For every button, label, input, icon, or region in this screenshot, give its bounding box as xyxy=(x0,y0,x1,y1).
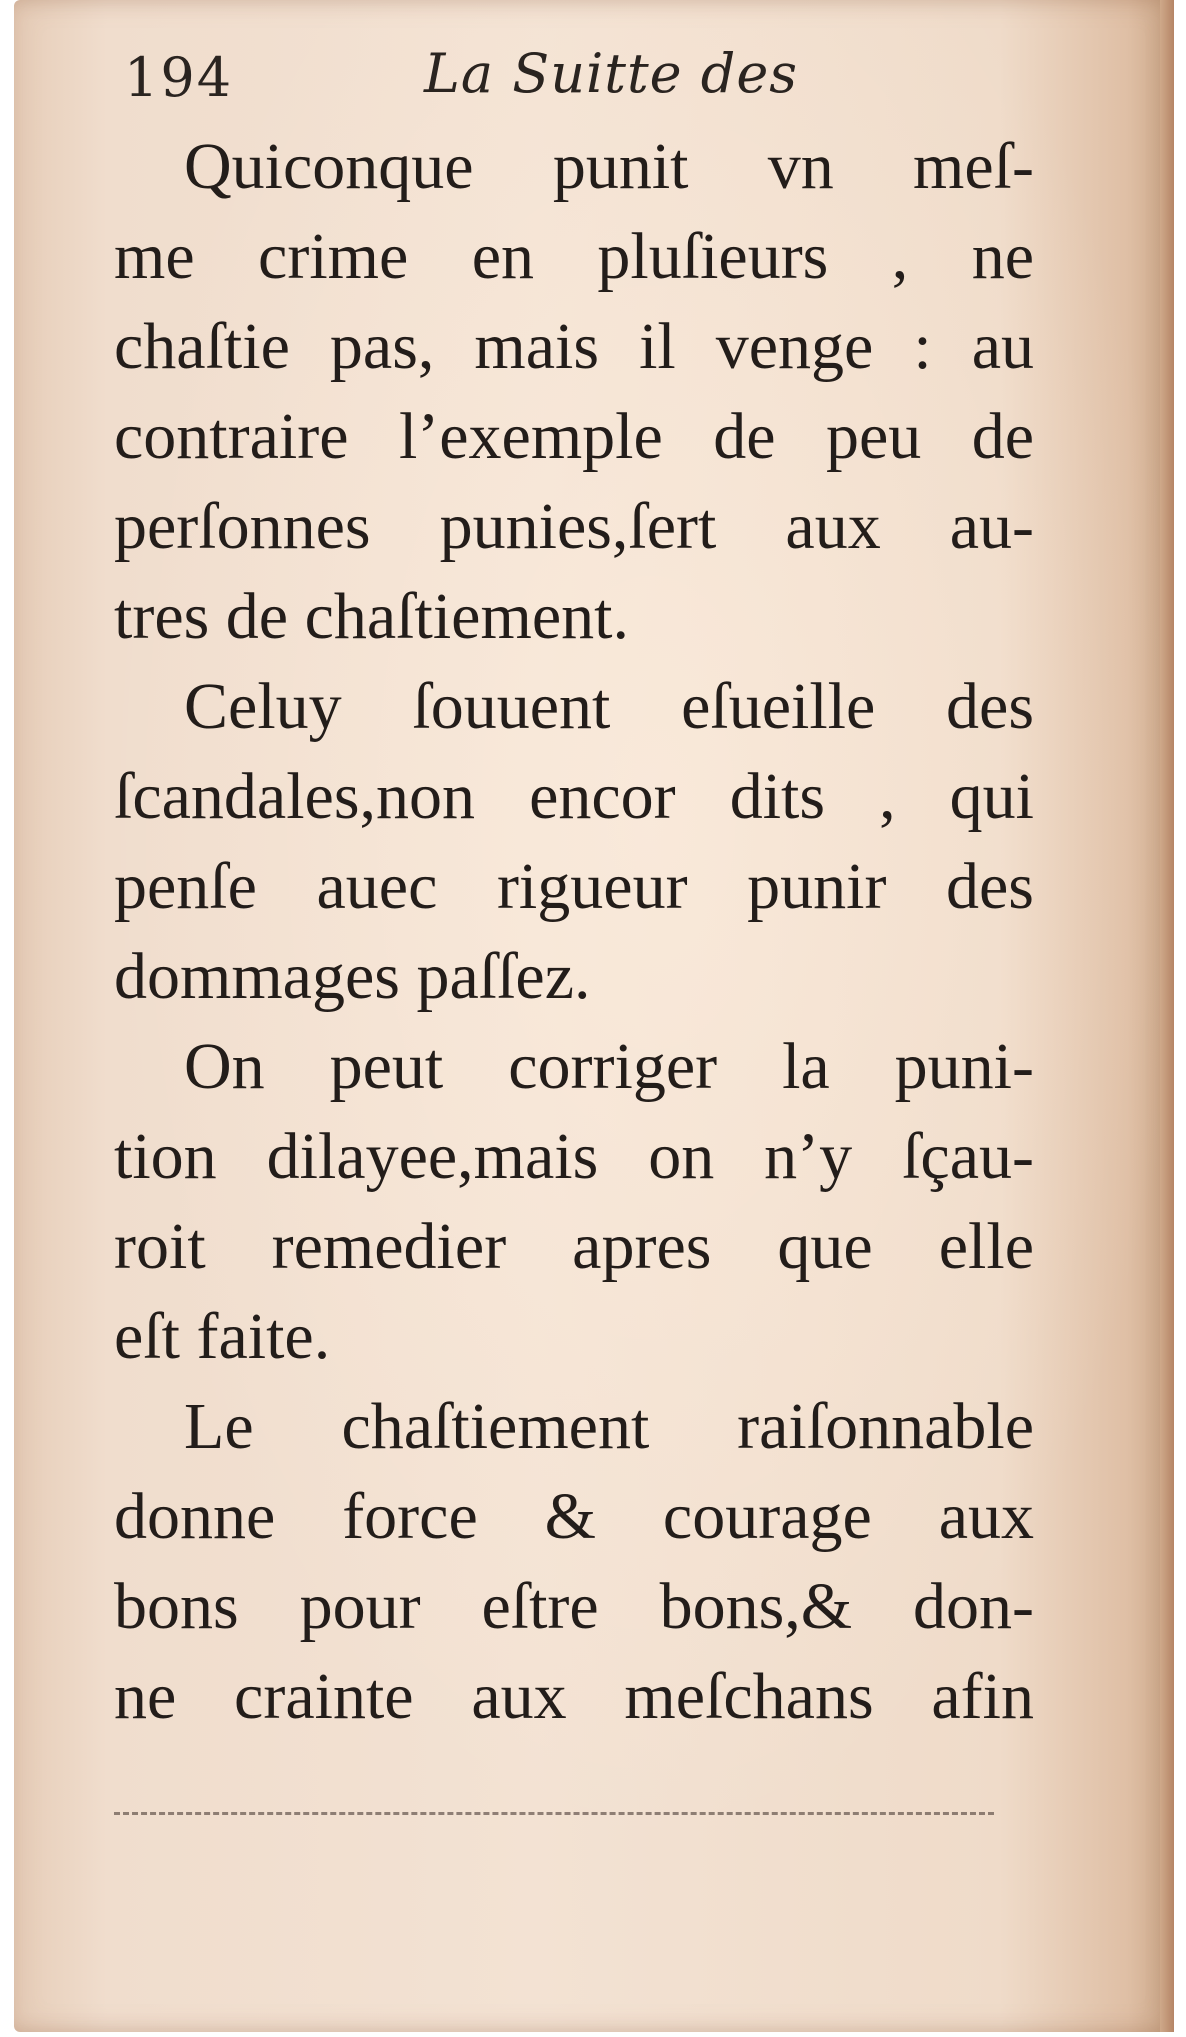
text-line: perſonnes punies,ſert aux au- xyxy=(114,490,1034,563)
trimmed-line-remnant xyxy=(114,1812,994,1815)
text-line: ſcandales,non encor dits , qui xyxy=(114,760,1034,833)
running-title: La Suitte des xyxy=(424,42,799,105)
text-line: chaſtie pas, mais il venge : au xyxy=(114,310,1034,383)
text-line: Le chaſtiement raiſonnable xyxy=(184,1390,1034,1463)
text-line: penſe auec rigueur punir des xyxy=(114,850,1034,923)
book-page xyxy=(14,0,1174,2032)
text-line: roit remedier apres que elle xyxy=(114,1210,1034,1283)
page-header xyxy=(124,40,1024,120)
text-line: eſt faite. xyxy=(114,1300,331,1373)
text-line: dommages paſſez. xyxy=(114,940,591,1013)
text-line: ne crainte aux meſchans afin xyxy=(114,1660,1034,1733)
text-line: Quiconque punit vn meſ- xyxy=(184,130,1034,203)
text-line: donne force & courage aux xyxy=(114,1480,1034,1553)
text-line: bons pour eſtre bons,& don- xyxy=(114,1570,1034,1643)
text-line: On peut corriger la puni- xyxy=(184,1030,1034,1103)
page-number: 194 xyxy=(124,46,234,109)
text-line: Celuy ſouuent eſueille des xyxy=(184,670,1034,743)
text-line: me crime en pluſieurs , ne xyxy=(114,220,1034,293)
text-line: tion dilayee,mais on n’y ſçau- xyxy=(114,1120,1034,1193)
text-line: tres de chaſtiement. xyxy=(114,580,629,653)
text-line: contraire l’exemple de peu de xyxy=(114,400,1034,473)
body-text xyxy=(114,122,1034,1742)
page-edge xyxy=(1160,0,1174,2032)
